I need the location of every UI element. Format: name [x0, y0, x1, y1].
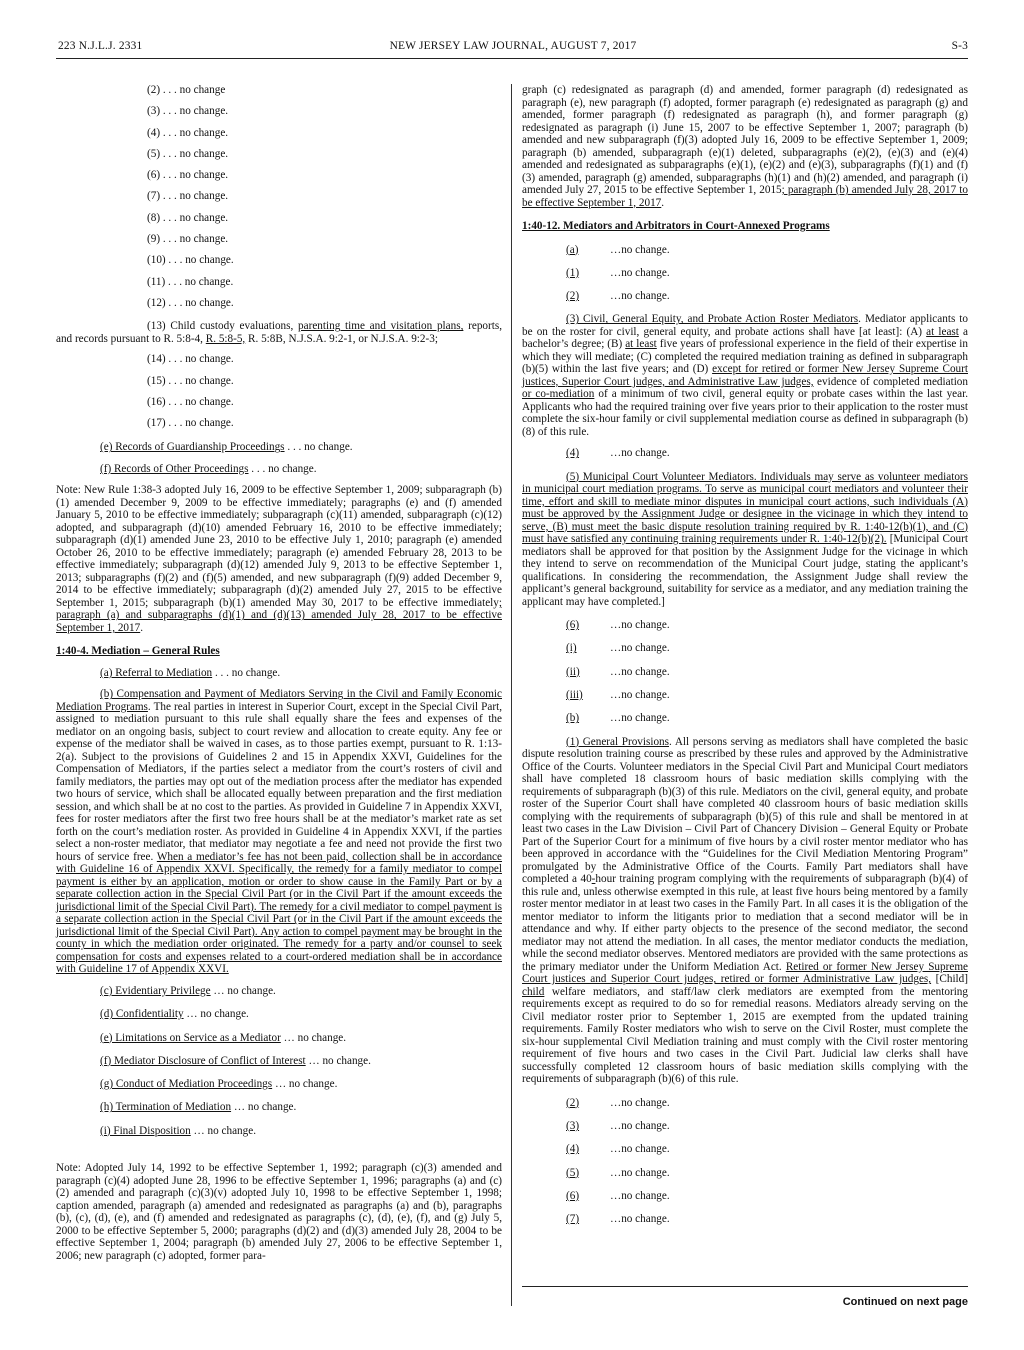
rule-heading-1-40-12: 1:40-12. Mediators and Arbitrators in Court-Annexed Programs [522, 220, 830, 232]
note-1: Note: New Rule 1:38-3 adopted July 16, 2009 to be effective September 1, 2009; subparagraph (b)(1) amended December 9, 2009 to be effective immediately; paragraphs (e) and (f) amended January 5, 2010 to be effective immediately; subparagraph (c)(11) amended, subparagraph (c)(12) adopted, and subparagraph (d)(10) amended February 16, 2010 to be effective immediately; subparagraph (d)(1) amended June 23, 2010 to be effective July 1, 2010; paragraph (e) amended October 26, 2010 to be effective immediately; paragraph (e) amended February 28, 2013 to be effective immediately; subparagraph (d)(12) amended July 9, 2013 to be effective September 1, 2013; subparagraphs (f)(2) and (f)(5) amended, and new subparagraph (f)(9) added December 9, 2014 to be effective immediately; subparagraph (d)(2) amended July 27, 2015 to be effective September 1, 2015; subparagraph (b)(1) amended May 30, 2017 to be effective immediately; paragraph (a) and subparagraphs (d)(1) and (d)(13) amended July 28, 2017 to be effective September 1, 2017. [56, 484, 502, 634]
rule-list-item [522, 619, 968, 642]
subparagraph-status: … no change. [305, 1054, 371, 1067]
rule-list-item [522, 244, 968, 267]
list-item: (16) . . . no change. [147, 395, 234, 408]
rule-list-status: …no change. [610, 1096, 670, 1109]
para-3-roster-mediators: (3) Civil, General Equity, and Probate Action Roster Mediators. Mediator applicants to be on the roster for civil, general equity, and probate actions shall have [at least]: (A) at least a bachelor’s degree; (B) at least five years of professional experience in the field of their expertise in which they will mediate; (C) completed the required mediation training as defined in subparagraph (b)(5) within the last five years; and (D) except for retired or former New Jersey Supreme Court justices, Superior Court judges, and Administrative Law judges, evidence of completed mediation or co-mediation of a minimum of two civil, general equity or probate cases within the last year. Applicants who had the required training over five years prior to their application to the roster must complete the six-hour family or civil supplemental mediation course as defined in subparagraph (b)(8) of this rule. [522, 313, 968, 438]
rule-list-key: (5) [566, 1166, 580, 1179]
rule-list-status: …no change. [610, 689, 670, 702]
rule-list-key: (6) [566, 1189, 580, 1202]
list-item: (7) . . . no change. [147, 190, 229, 203]
list-item: (12) . . . no change. [147, 296, 234, 309]
rule-list-item [522, 447, 968, 470]
rule-list-status: …no change. [610, 1213, 670, 1226]
list-item: (8) . . . no change. [147, 211, 229, 224]
left-column [56, 84, 502, 1262]
rule-list-2 [522, 447, 968, 470]
rule-list-item [522, 666, 968, 689]
rule-list-status: …no change. [610, 712, 670, 725]
rule-list-status: …no change. [610, 665, 670, 678]
header-publication: NEW JERSEY LAW JOURNAL, AUGUST 7, 2017 [389, 40, 637, 52]
subparagraph-title: (g) Conduct of Mediation Proceedings [100, 1078, 273, 1091]
footer-rule [522, 1286, 968, 1287]
subparagraph-item [56, 1055, 502, 1078]
running-header [58, 40, 968, 58]
rule-list-key: (4) [566, 447, 580, 460]
rule-list-item [522, 689, 968, 712]
rule-list-status: …no change. [610, 1119, 670, 1132]
list-item: (4) . . . no change. [147, 126, 229, 139]
subparagraph-item [56, 1008, 502, 1031]
rule-list-key: (1) [566, 266, 580, 279]
item-13: (13) Child custody evaluations, parenting time and visitation plans, reports, and records pursuant to R. 5:8-4, R. 5:8-5, R. 5:8B, N.J.S.A. 9:2-1, or N.J.S.A. 9:2-3; [56, 320, 502, 345]
subparagraph-status: … no change. [231, 1101, 297, 1114]
rule-list-key: (4) [566, 1143, 580, 1156]
rule-list-item [522, 1213, 968, 1236]
rule-list-key: (b) [566, 712, 580, 725]
rule-list-status: …no change. [610, 619, 670, 632]
rule-list-key: (a) [566, 243, 579, 256]
rule-list-status: …no change. [610, 447, 670, 460]
right-column [522, 84, 968, 1236]
rule-list-status: …no change. [610, 642, 670, 655]
list-item: (14) . . . no change. [147, 353, 234, 366]
rule-list-item [522, 1167, 968, 1190]
list-item: (3) . . . no change. [147, 105, 229, 118]
rule-list-key: (7) [566, 1213, 580, 1226]
rule-list-key: (6) [566, 619, 580, 632]
rule-list-4 [522, 1097, 968, 1237]
rule-list-3 [522, 619, 968, 735]
item-list-2 [56, 353, 502, 438]
para-5-municipal-mediators: (5) Municipal Court Volunteer Mediators. Individuals may serve as volunteer mediators in municipal court mediation programs. To serve as municipal court mediators and volunteer their time, effort and skill to mediate minor disputes in municipal court actions, such individuals (A) must be approved by the Assignment Judge or designee in the vicinage in which they intend to serve, (B) must meet the basic dispute resolution training required by R. 1:40-12(b)(1), and (C) must have satisfied any continuing training requirements under R. 1:40-12(b)(2). [Municipal Court mediators shall be approved for that position by the Assignment Judge for the vicinage in which they intend to serve on recommendation of the Municipal Court judge, stating the applicant’s qualifications. In considering the recommendation, the Assignment Judge shall review the applicant’s general background, suitability for service as a mediator, and any mediation training the applicant may have completed.] [522, 470, 968, 608]
item-list-1 [56, 84, 502, 318]
subparagraph-status: … no change. [210, 984, 276, 997]
subparagraph-title: (c) Evidentiary Privilege [100, 984, 211, 997]
rule-list-item [522, 1097, 968, 1120]
rule-list-key: (2) [566, 1096, 580, 1109]
rule-list-item [522, 290, 968, 313]
para-a: (a) Referral to Mediation . . . no change. [100, 666, 281, 679]
para-general-provisions: (1) General Provisions. All persons serving as mediators shall have completed the basic dispute resolution training course as prescribed by these rules and approved by the Administrative Office of the Courts. Volunteer mediators in the Special Civil Part and Municipal Court mediators shall have completed 18 classroom hours of basic mediation skills complying with the requirements of subparagraph (b)(3) of this rule. Mediators on the civil, general equity, and probate roster of the Superior Court shall have completed 40 classroom hours of basic mediation skills complying with the requirements of subparagraph (b)(5) of this rule and shall be mentored in at least two cases in the Law Division – Civil Part of Chancery Division – General Equity or Probate Part of the Superior Court for a minimum of five hours by a civil roster mentor mediator who has been approved in accordance with the “Guidelines for the Civil Mediation Mentoring Program” promulgated by the Administrative Office of the Courts. Family Part mediators shall have completed a 40-hour training program complying with the requirements of subparagraph (b)(4) of this rule and, unless otherwise exempted in this rule, at least five hours being mentored by a family roster mentor mediator in at least two cases in the Family Part. In all cases it is the obligation of the mentor mediator to inform the litigants prior to mediation that a second mediator will be in attendance and why. If either party objects to the presence of the second mediator, the second mediator may not attend the mediation. In all cases, the mentor mediator conducts the mediation, while the second mediator observes. Mentored mediators are provided with the same protections as the primary mediator under the Uniform Mediation Act. Retired or former New Jersey Supreme Court justices and Superior Court judges, retired or former Administrative Law judges, [Child] child welfare mediators, and staff/law clerk mediators are exempted from the mentoring requirements except as required to do so for remedial reasons. Mediators already serving on the Civil mediator roster prior to September 1, 2015 are exempted from the updated training requirements. Family Roster mediators who wish to serve on the Civil Roster, must complete the six-hour supplemental Civil Mediation training and must comply with the Civil roster mentoring requirement of five hours and two cases in the Civil Part. Judicial law clerks shall have successfully completed 12 classroom hours of basic mediation skills complying with the requirements of subparagraph (b)(6) of this rule. [522, 735, 968, 1086]
subparagraph-title: (f) Mediator Disclosure of Conflict of Interest [100, 1054, 306, 1067]
list-item: (9) . . . no change. [147, 233, 229, 246]
rule-list-status: …no change. [610, 1166, 670, 1179]
subparagraph-title: (e) Limitations on Service as a Mediator [100, 1031, 281, 1044]
para-f: (f) Records of Other Proceedings . . . no change. [100, 462, 317, 475]
list-item: (17) . . . no change. [147, 417, 234, 430]
list-item: (15) . . . no change. [147, 374, 234, 387]
column-divider [511, 84, 512, 1306]
rule-list-item [522, 712, 968, 735]
subparagraph-status: … no change. [280, 1031, 347, 1044]
rule-list-key: (ii) [566, 665, 580, 678]
subparagraph-item [56, 1032, 502, 1055]
rule-list-key: (i) [566, 642, 577, 655]
list-item: (2) . . . no change [147, 84, 226, 96]
list-item: (11) . . . no change. [147, 275, 234, 288]
header-page-number: S-3 [951, 40, 968, 52]
rule-list-key: (iii) [566, 689, 583, 702]
list-item: (6) . . . no change. [147, 169, 229, 182]
rule-list-item [522, 642, 968, 665]
list-item: (10) . . . no change. [147, 254, 234, 267]
rule-list-status: …no change. [610, 243, 670, 256]
list-item: (5) . . . no change. [147, 147, 229, 160]
rule-list-key: (2) [566, 290, 580, 303]
rule-list-item [522, 267, 968, 290]
subparagraph-title: (i) Final Disposition [100, 1124, 191, 1137]
note-2: Note: Adopted July 14, 1992 to be effective September 1, 1992; paragraph (c)(3) amended and paragraph (c)(4) adopted June 28, 1996 to be effective September 1, 1996; paragraphs (a) and (c)(2) amended and paragraph (c)(3)(v) adopted July 10, 1998 to be effective September 1, 1998; caption amended, paragraph (a) amended and redesignated as paragraphs (a) and (b), paragraphs (b), (c), (d), (e), and (f) amended and redesignated as paragraphs (c), (d), (e), (f), and (g) July 5, 2000 to be effective September 5, 2000; paragraphs (d)(2) and (d)(3) amended July 28, 2004 to be effective September 1, 2004; paragraph (b) amended July 27, 2006 to be effective September 1, 2006; new paragraph (c) adopted, former para- [56, 1162, 502, 1262]
subparagraph-item [56, 1125, 502, 1148]
rule-list-status: …no change. [610, 1189, 670, 1202]
subparagraph-item [56, 1078, 502, 1101]
rule-list-status: …no change. [610, 1143, 670, 1156]
subparagraph-status: … no change. [190, 1124, 256, 1137]
continued-next-page: Continued on next page [842, 1296, 968, 1308]
rule-list-status: …no change. [610, 266, 670, 279]
rule-heading-1-40-4: 1:40-4. Mediation – General Rules [56, 645, 220, 658]
subparagraph-item [56, 1101, 502, 1124]
header-citation: 223 N.J.L.J. 2331 [58, 40, 143, 52]
subparagraph-status: … no change. [183, 1008, 249, 1021]
rule-list-key: (3) [566, 1119, 580, 1132]
para-b: (b) Compensation and Payment of Mediators Serving in the Civil and Family Economic Mediation Programs. The real parties in interest in Superior Court, except in the Special Civil Part, assigned to mediation pursuant to this rule shall equally share the fees and expenses of the mediator on an ongoing basis, subject to court review and allocation to create equity. Any fee or expense of the mediator shall be waived in cases, as to those parties exempt, pursuant to R. 1:13-2(a). Subject to the provisions of Guidelines 2 and 15 in Appendix XXVI, Guidelines for the Compensation of Mediators, if the parties select a mediator from the court’s rosters of civil and family mediators, the parties may opt out of the mediation process after the mediator has expended two hours of service, which shall be allocated equally between preparation and the first mediation session, and which shall be at no cost to the parties. As provided in Guideline 7 in Appendix XXVI, fees for roster mediators after the first two free hours shall be at the mediator’s market rate as set forth on the court’s mediation roster. As provided in Guideline 4 in Appendix XXVI, if the parties select a non-roster mediator, that mediator may negotiate a fee and need not provide the first two hours of service free. When a mediator’s fee has not been paid, collection shall be in accordance with Guideline 16 of Appendix XXVI. Specifically, the remedy for a family mediator to compel payment is either by an application, motion or order to show cause in the Family Part or by a separate collection action in the Special Civil Part (or in the Civil Part if the amount exceeds the jurisdictional limit of the Special Civil Part). The remedy for a civil mediator to compel payment is a separate collection action in the Special Civil Part (or in the Civil Part if the amount exceeds the jurisdictional limit of the Special Civil Part). Any action to compel payment may be brought in the county in which the mediation order originated. The remedy for a party and/or counsel to seek compensation for costs and expenses related to a court-ordered mediation shall be in accordance with Guideline 17 of Appendix XXVI. [56, 688, 502, 976]
rule-list-item [522, 1190, 968, 1213]
rule-list-1 [522, 244, 968, 314]
subparagraph-title: (h) Termination of Mediation [100, 1101, 232, 1114]
para-e: (e) Records of Guardianship Proceedings . . . no change. [100, 441, 353, 454]
rule-list-status: …no change. [610, 290, 670, 303]
subparagraph-title: (d) Confidentiality [100, 1008, 184, 1021]
note-continued: graph (c) redesignated as paragraph (d) and amended, former paragraph (d) redesignated as paragraph (e), new paragraph (f) adopted, former paragraph (e) redesignated as paragraph (g) and amended, former paragraph (f) redesignated as paragraph (h), and former paragraph (g) redesignated as paragraph (i) June 15, 2007 to be effective September 1, 2007; paragraph (b) amended and new subparagraph (f)(3) adopted July 16, 2009 to be effective September 1, 2009; paragraph (b) amended, subparagraph (e)(1) deleted, subparagraphs (e)(2), (e)(3) and (e)(4) amended and redesignated as subparagraphs (e)(1), (e)(2) and (e)(3), subparagraphs (f)(1) and (f)(3) amended, paragraph (g) amended, subparagraphs (h)(1) and (h)(2) amended, and paragraph (i) amended July 27, 2015 to be effective September 1, 2015; paragraph (b) amended July 28, 2017 to be effective September 1, 2017. [522, 84, 968, 209]
sub-list [56, 985, 502, 1148]
rule-list-item [522, 1143, 968, 1166]
subparagraph-item [56, 985, 502, 1008]
header-rule [56, 58, 968, 59]
rule-list-item [522, 1120, 968, 1143]
subparagraph-status: … no change. [272, 1078, 338, 1091]
